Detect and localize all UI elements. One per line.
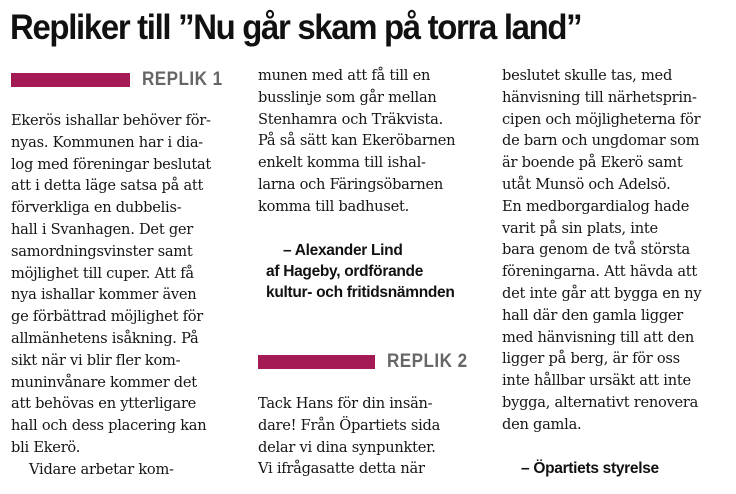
text-line: muninvånare kommer det bbox=[11, 373, 197, 391]
text-line: varit på sin plats, inte bbox=[502, 219, 658, 237]
text-line: Stenhamra och Träkvista. bbox=[258, 110, 444, 128]
text-line: delar vi dina synpunkter. bbox=[258, 438, 436, 456]
text-line: dare! Från Öpartiets sida bbox=[258, 416, 441, 434]
text-line: Vi ifrågasatte detta när bbox=[258, 460, 425, 478]
text-line: nyas. Kommunen har i dia- bbox=[11, 133, 203, 151]
text-line: hall och dess placering kan bbox=[11, 417, 207, 435]
text-line: Tack Hans för din insän- bbox=[258, 395, 433, 412]
replik-2-continued bbox=[502, 65, 728, 436]
text-line: hänvisning till närhetsprin- bbox=[502, 88, 697, 106]
accent-bar bbox=[258, 355, 375, 369]
text-line: enkelt komma till ishal- bbox=[258, 154, 426, 172]
replik-1-signature bbox=[266, 240, 455, 303]
text-line: cipen och möjligheterna för bbox=[502, 110, 701, 128]
text-line: log med föreningar beslutat bbox=[11, 155, 212, 173]
text-line: sikt när vi blir fler kom- bbox=[11, 351, 181, 369]
text-line: bli Ekerö. bbox=[11, 438, 81, 456]
text-line: samordningsvinster samt bbox=[11, 242, 193, 260]
text-line: att i detta läge satsa på att bbox=[11, 177, 204, 195]
text-line: utåt Munsö och Adelsö. bbox=[502, 175, 671, 193]
text-line: att behövas en ytterligare bbox=[11, 395, 197, 413]
text-line: den gamla. bbox=[502, 415, 582, 433]
text-line: Ekerös ishallar behöver för- bbox=[11, 112, 211, 129]
text-line: möjlighet till cuper. Att få bbox=[11, 264, 194, 282]
text-line: allmänhetens isåkning. På bbox=[11, 329, 199, 347]
text-line: föreningarna. Att hävda att bbox=[502, 263, 698, 281]
replik-2-header bbox=[258, 352, 477, 372]
text-line: förverkliga en dubbelis- bbox=[11, 199, 182, 217]
text-line: nya ishallar kommer även bbox=[11, 286, 197, 304]
text-line: beslutet skulle tas, med bbox=[502, 67, 673, 84]
text-line: busslinje som går mellan bbox=[258, 88, 437, 106]
text-line: inte hållbar ursäkt att inte bbox=[502, 372, 691, 390]
text-line: En medborgardialog hade bbox=[502, 197, 690, 215]
signature-line: kultur- och fritidsnämnden bbox=[266, 284, 455, 301]
text-line: Vidare arbetar kom- bbox=[29, 460, 174, 478]
text-line: larna och Färingsöbarnen bbox=[258, 175, 444, 193]
text-line: hall i Svanhagen. Det ger bbox=[11, 220, 194, 238]
text-line: de barn och ungdomar som bbox=[502, 132, 700, 150]
text-line: komma till badhuset. bbox=[258, 197, 409, 215]
replik-1-continued bbox=[258, 65, 484, 218]
text-line: munen med att få till en bbox=[258, 67, 431, 84]
signature-line: af Hageby, ordförande bbox=[266, 263, 424, 280]
replik-2-label: REPLIK 2 bbox=[387, 351, 468, 372]
signature-line: – Alexander Lind bbox=[283, 242, 403, 259]
article-headline: Repliker till ”Nu går skam på torra land” bbox=[10, 8, 582, 47]
replik-1-label: REPLIK 1 bbox=[142, 69, 223, 90]
text-line: det inte går att bygga en ny bbox=[502, 284, 702, 302]
text-line: bygga, alternativt renovera bbox=[502, 393, 699, 411]
text-line: med hänvisning till att den bbox=[502, 328, 695, 346]
replik-1-header bbox=[11, 70, 232, 90]
text-line: hall där den gamla ligger bbox=[502, 306, 684, 324]
replik-2-signature: – Öpartiets styrelse bbox=[521, 460, 659, 477]
text-line: ligger på berg, är för oss bbox=[502, 350, 680, 368]
text-line: ge förbättrad möjlighet för bbox=[11, 308, 203, 326]
text-line: är boende på Ekerö samt bbox=[502, 154, 683, 172]
text-line: bara genom de två största bbox=[502, 241, 690, 259]
replik-2-body bbox=[258, 393, 484, 480]
replik-1-body bbox=[11, 110, 236, 481]
text-line: På så sätt kan Ekeröbarnen bbox=[258, 132, 456, 150]
accent-bar bbox=[11, 73, 130, 87]
